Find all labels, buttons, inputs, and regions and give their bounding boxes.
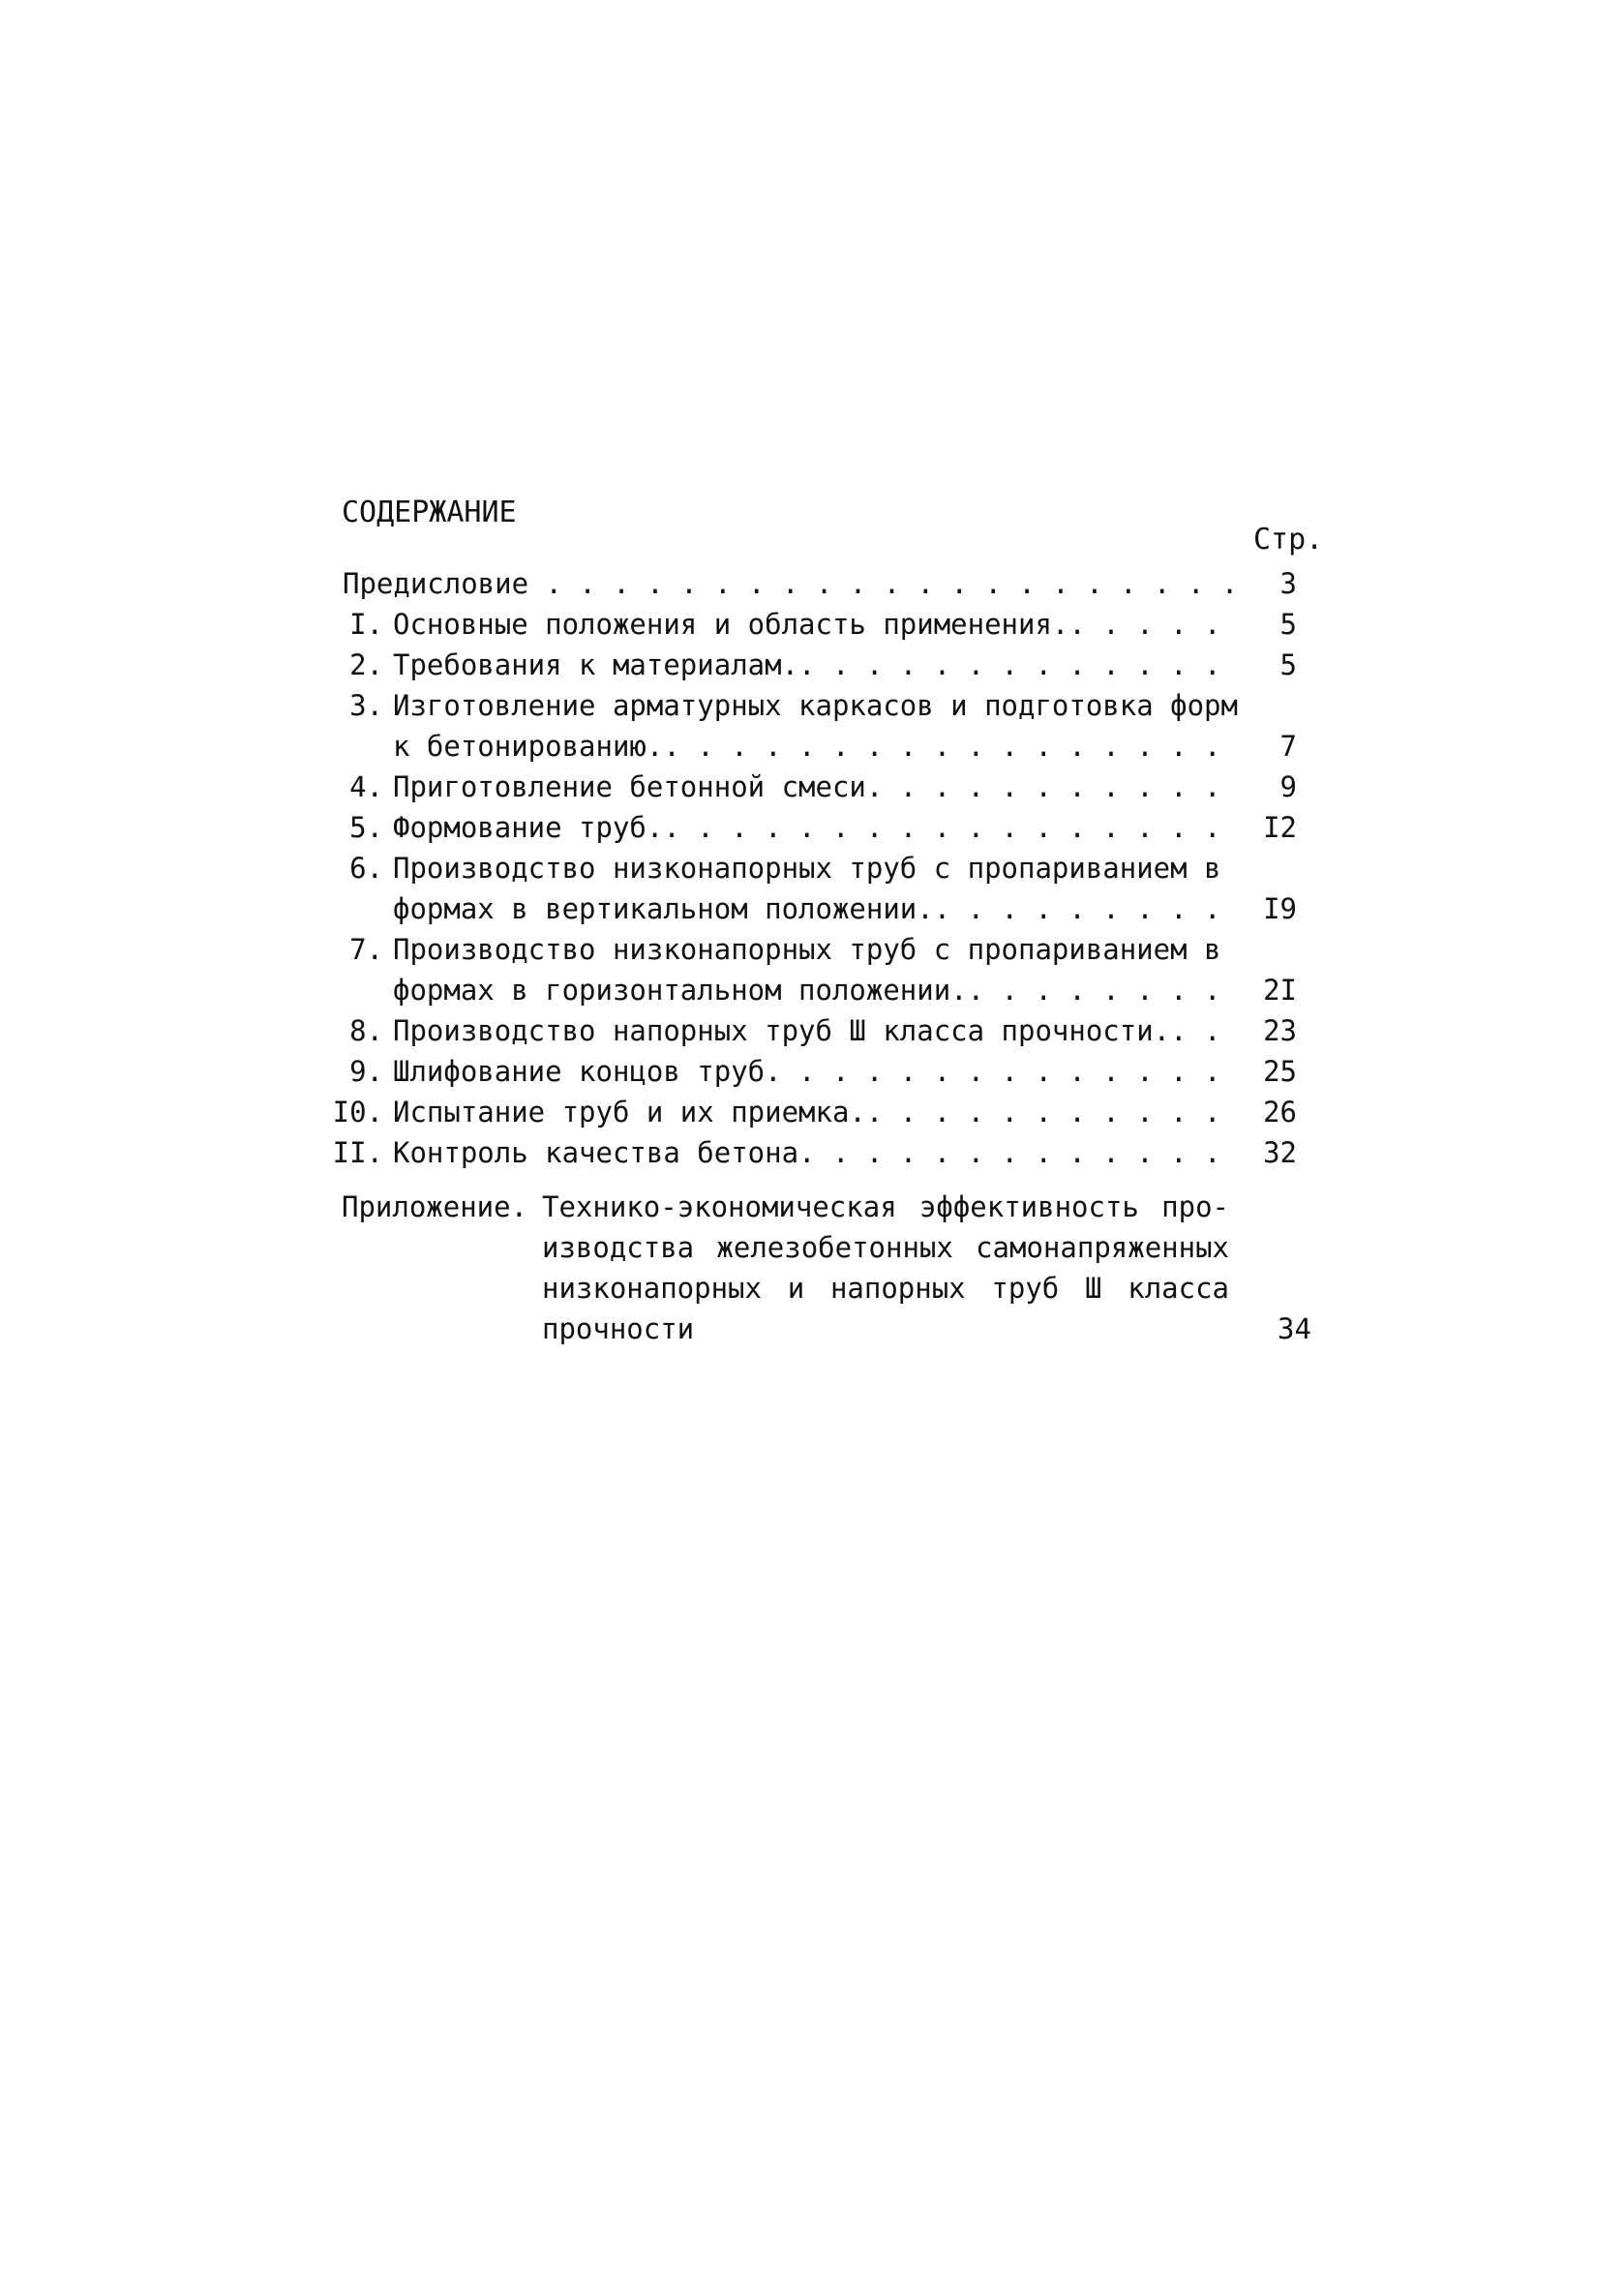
- toc-entry-label: Изготовление арматурных каркасов и подготовка форм: [393, 689, 1244, 722]
- toc-entry-number: II.: [332, 1136, 383, 1169]
- toc-title: СОДЕРЖАНИЕ: [342, 496, 517, 529]
- toc-entry-text: [393, 1010, 1239, 1051]
- toc-entry: [319, 767, 1336, 807]
- toc-entry-text: [393, 807, 1239, 848]
- toc-entry-text: [393, 888, 1239, 929]
- toc-entry-text: [393, 1132, 1239, 1173]
- toc-entry: [319, 848, 1336, 888]
- toc-entry: [319, 970, 1336, 1010]
- toc-entry-number: I.: [349, 608, 383, 641]
- toc-entry-label: Предисловие: [343, 567, 534, 600]
- toc-entry-page: 32: [1263, 1136, 1297, 1169]
- toc-entry: [319, 1051, 1336, 1092]
- toc-entry-text: [343, 563, 1239, 604]
- appendix-line: изводства железобетонных самонапряженных: [542, 1231, 1229, 1264]
- toc-entry-text: [393, 685, 1239, 726]
- toc-entry: [319, 563, 1336, 604]
- toc-entry-number: 9.: [349, 1055, 383, 1088]
- toc-entry-text: [393, 929, 1239, 970]
- toc-entry-page: 5: [1279, 648, 1297, 681]
- toc-entry-page: 7: [1279, 730, 1297, 763]
- table-of-contents: [319, 563, 1336, 1173]
- toc-entry-text: [393, 1092, 1239, 1132]
- toc-entry-text: [393, 1051, 1239, 1092]
- page-column-header: Стр.: [1253, 523, 1324, 557]
- toc-entry-number: 6.: [349, 852, 383, 885]
- toc-entry-label: Испытание труб и их приемка.: [393, 1096, 872, 1128]
- toc-entry-number: 5.: [349, 811, 383, 844]
- toc-entry-page: 9: [1279, 770, 1297, 803]
- toc-entry-number: 2.: [349, 648, 383, 681]
- toc-entry-page: 25: [1263, 1055, 1297, 1088]
- toc-entry-label: формах в вертикальном положении.: [393, 892, 940, 925]
- toc-entry-label: Шлифование концов труб: [393, 1055, 770, 1088]
- toc-entry-text: [393, 604, 1239, 645]
- toc-entry-text: [393, 970, 1239, 1010]
- appendix-page-number: 34: [1278, 1312, 1311, 1345]
- toc-entry: [319, 807, 1336, 848]
- toc-entry-label: формах в горизонтальном положении.: [393, 974, 974, 1007]
- toc-entry-number: I0.: [332, 1096, 383, 1128]
- appendix-line: низконапорных и напорных труб Ш класса: [542, 1272, 1229, 1305]
- toc-entry-page: 5: [1279, 608, 1297, 641]
- toc-entry-label: Производство низконапорных труб с пропариванием в: [393, 852, 1227, 885]
- toc-entry-label: Формование труб.: [393, 811, 669, 844]
- toc-entry-page: I9: [1263, 892, 1297, 925]
- toc-entry: [319, 726, 1336, 767]
- appendix-line: Технико-экономическая эффективность про-: [542, 1190, 1229, 1223]
- toc-entry: [319, 1010, 1336, 1051]
- toc-entry-page: 3: [1279, 567, 1297, 600]
- toc-entry-page: 2I: [1263, 974, 1297, 1007]
- toc-entry-label: Производство напорных труб Ш класса прочности.: [393, 1014, 1176, 1047]
- toc-entry-number: 7.: [349, 933, 383, 966]
- toc-entry-page: 23: [1263, 1014, 1297, 1047]
- toc-entry-page: I2: [1263, 811, 1297, 844]
- toc-entry-number: 8.: [349, 1014, 383, 1047]
- appendix-text: [542, 1187, 1229, 1349]
- appendix-label: Приложение.: [342, 1190, 528, 1223]
- toc-entry-label: к бетонированию.: [393, 730, 669, 763]
- toc-entry-label: Контроль качества бетона: [393, 1136, 804, 1169]
- toc-entry: [319, 604, 1336, 645]
- appendix-line: прочности: [542, 1312, 695, 1345]
- toc-entry: [319, 645, 1336, 685]
- toc-entry: [319, 1092, 1336, 1132]
- toc-entry-text: [393, 726, 1239, 767]
- toc-entry-text: [393, 848, 1239, 888]
- toc-entry-text: [393, 645, 1239, 685]
- toc-entry-page: 26: [1263, 1096, 1297, 1128]
- toc-entry-text: [393, 767, 1239, 807]
- toc-entry: [319, 1132, 1336, 1173]
- toc-entry-label: Требования к материалам.: [393, 648, 804, 681]
- toc-entry: [319, 685, 1336, 726]
- toc-entry-label: Производство низконапорных труб с пропариванием в: [393, 933, 1227, 966]
- toc-entry: [319, 888, 1336, 929]
- toc-entry-number: 3.: [349, 689, 383, 722]
- toc-entry: [319, 929, 1336, 970]
- toc-entry-number: 4.: [349, 770, 383, 803]
- toc-entry-label: Приготовление бетонной смеси: [393, 770, 872, 803]
- toc-entry-label: Основные положения и область применения.: [393, 608, 1074, 641]
